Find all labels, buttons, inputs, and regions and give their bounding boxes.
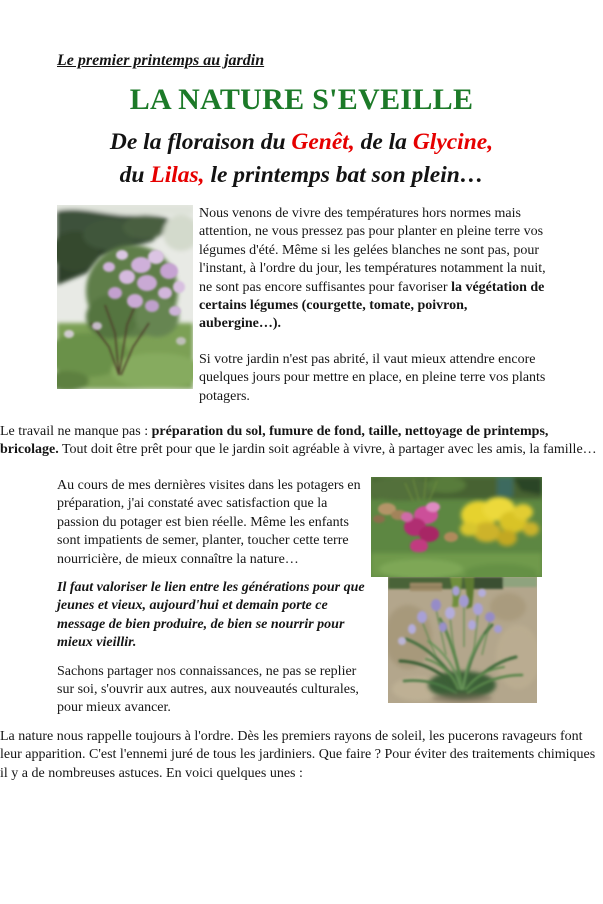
paragraph-generations: Il faut valoriser le lien entre les générations pour que jeunes et vieux, aujourd'hui et demain porte ce message de bien produire, de bien se nourrir pour mieux vieillir. <box>57 579 365 651</box>
paragraph-visits: Au cours de mes dernières visites dans les potagers en préparation, j'ai constaté avec satisfaction que la passion du potager est bien réelle. Même les enfants sont impatients de semer, planter, toucher cette terre nourricière, de mieux connaître la nature… <box>57 477 361 567</box>
page-subtitle <box>30 126 573 192</box>
subtitle-genet: Genêt, <box>291 129 355 155</box>
paragraph-aphids: La nature nous rappelle toujours à l'ordre. Dès les premiers rayons de soleil, les pucerons ravageurs font leur apparition. C'est l'ennemi juré de tous les jardiniers. Que faire ? Pour éviter des traitements chimiques il y a de nombreuses astuces. En voici quelques unes : <box>0 728 596 781</box>
paragraph-work <box>0 423 603 460</box>
subtitle-text: de la <box>354 129 413 155</box>
subtitle-text: du <box>119 162 151 188</box>
paragraph-text: Nous venons de vivre des températures hors normes mais attention, ne vous pressez pas pour planter en pleine terre vos légumes d'été. Même si les gelées blanches ne sont pas, pour l'instant, à l'ordre du jour, les températures notamment la nuit, ne sont pas encore suffisantes pour favoriser <box>199 206 546 295</box>
intro-text-column <box>199 205 546 423</box>
paragraph-text: Le travail ne manque pas : <box>0 424 152 440</box>
subtitle-text: le printemps bat son plein… <box>204 162 484 188</box>
paragraph-shelter: Si votre jardin n'est pas abrité, il vaut mieux attendre encore quelques jours pour mettre en place, en pleine terre vos plants potagers. <box>199 351 546 404</box>
subtitle-glycine: Glycine, <box>412 129 494 155</box>
paragraph-bold-text: préparation du sol, fumure de fond, taille, nettoyage de printemps, bricolage. <box>0 424 549 458</box>
iris-clump-photo <box>388 577 537 703</box>
page-title: LA NATURE S'EVEILLE <box>129 83 474 116</box>
potager-text-column <box>57 477 371 728</box>
paragraph-temperatures <box>199 205 546 334</box>
subtitle-text: De la floraison du <box>109 129 292 155</box>
subtitle-lilas: Lilas, <box>150 162 205 188</box>
flowerbed-photo <box>371 477 542 577</box>
paragraph-share: Sachons partager nos connaissances, ne pas se replier sur soi, s'ouvrir aux autres, aux nouveautés culturales, pour mieux avancer. <box>57 663 359 716</box>
paragraph-text: Tout doit être prêt pour que le jardin soit agréable à vivre, à partager avec les amis, la famille… <box>58 442 597 458</box>
photos-column <box>371 477 547 728</box>
paragraph-bold-text: la végétation de certains légumes (courgette, tomate, poivron, aubergine…). <box>199 279 545 332</box>
lilac-bush-photo <box>57 205 193 389</box>
intro-section <box>57 205 546 423</box>
document-kicker: Le premier printemps au jardin <box>57 52 265 69</box>
document-page <box>0 52 603 904</box>
potager-section <box>57 477 546 728</box>
